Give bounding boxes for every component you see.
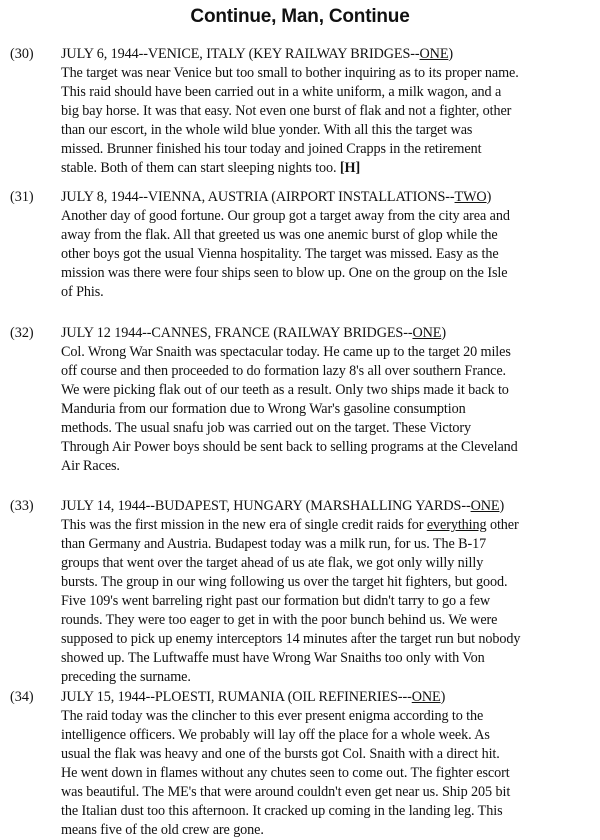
entry-line: supposed to pick up enemy interceptors 14 minutes after the target run but nobody (61, 631, 521, 647)
entry-number: (31) (10, 189, 34, 205)
entry-number: (34) (10, 689, 34, 705)
mission-count: TWO (454, 189, 487, 205)
entry-line: away from the flak. All that greeted us was one anemic burst of glop while the (61, 227, 498, 243)
entry-line: The raid today was the clincher to this ever present enigma according to the (61, 708, 484, 724)
entry-line: big bay horse. It was that easy. Not even one burst of flak and not a fighter, other (61, 103, 512, 119)
entry-body (61, 497, 593, 687)
entry-number: (30) (10, 46, 34, 62)
entry-line: This raid should have been carried out in a white uniform, a milk wagon, and a (61, 84, 502, 100)
entry-heading: JULY 14, 1944--BUDAPEST, HUNGARY (MARSHALLING YARDS--ONE) (61, 498, 505, 514)
entry-line: of Phis. (61, 284, 104, 300)
entry-line: than Germany and Austria. Budapest today was a milk run, for us. The B-17 (61, 536, 487, 552)
entry-heading: JULY 8, 1944--VIENNA, AUSTRIA (AIRPORT INSTALLATIONS--TWO) (61, 189, 492, 205)
entry-line: usual the flak was heavy and one of the bursts got Col. Snaith with a direct hit. (61, 746, 500, 762)
entry-body (61, 45, 593, 178)
entry-line: showed up. The Luftwaffe must have Wrong War Snaiths too only with Von (61, 650, 485, 666)
entry-line: mission was there were four ships seen to blow up. One on the group on the Isle (61, 265, 508, 281)
underlined-word: everything (426, 517, 487, 533)
entry-heading: JULY 15, 1944--PLOESTI, RUMANIA (OIL REFINERIES---ONE) (61, 689, 446, 705)
entry-line: bursts. The group in our wing following us over the target hit fighters, but good. (61, 574, 508, 590)
mission-count: ONE (411, 689, 441, 705)
entry-line: rounds. They were too eager to get in with the poor bunch behind us. We were (61, 612, 498, 628)
entry-line: Col. Wrong War Snaith was spectacular today. He came up to the target 20 miles (61, 344, 511, 360)
entry-line: Five 109's went barreling right past our formation but didn't tarry to go a few (61, 593, 491, 609)
entry-line: groups that went over the target ahead of us ate flak, we got only willy nilly (61, 555, 484, 571)
entry-body (61, 688, 593, 840)
entry-heading: JULY 6, 1944--VENICE, ITALY (KEY RAILWAY BRIDGES--ONE) (61, 46, 454, 62)
entry-line: preceding the surname. (61, 669, 191, 685)
entry-line: This was the first mission in the new era of single credit raids for everything other (61, 517, 519, 533)
entry-line: methods. The usual snafu job was carried out on the target. These Victory (61, 420, 472, 436)
mission-count: ONE (419, 46, 449, 62)
entry-line: missed. Brunner finished his tour today and joined Crapps in the retirement (61, 141, 482, 157)
entry-line: He went down in flames without any chutes seen to come out. The fighter escort (61, 765, 510, 781)
entry-line: was beautiful. The ME's that were around couldn't even get near us. Ship 205 bit (61, 784, 511, 800)
entry-line: We were picking flak out of our teeth as a result. Only two ships made it back to (61, 382, 509, 398)
mission-count: ONE (470, 498, 500, 514)
entry-line: Another day of good fortune. Our group got a target away from the city area and (61, 208, 510, 224)
entry-line: Manduria from our formation due to Wrong War's gasoline consumption (61, 401, 466, 417)
entry-line: than our escort, in the whole wild blue yonder. With all this the target was (61, 122, 473, 138)
entry-line: means five of the old crew are gone. (61, 822, 264, 838)
entry-line: intelligence officers. We probably will lay off the place for a whole week. As (61, 727, 490, 743)
entry-line: off course and then proceeded to do formation lazy 8's all over southern France. (61, 363, 506, 379)
entry-line: stable. Both of them can start sleeping nights too. [H] (61, 160, 361, 176)
entry-line: other boys got the usual Vienna hospitality. The target was missed. Easy as the (61, 246, 499, 262)
entry-note: [H] (339, 160, 361, 176)
entry-number: (33) (10, 498, 34, 514)
entry-heading: JULY 12 1944--CANNES, FRANCE (RAILWAY BRIDGES--ONE) (61, 325, 446, 341)
entry-line: Air Races. (61, 458, 120, 474)
mission-count: ONE (412, 325, 442, 341)
entry-body (61, 324, 593, 476)
entry-number: (32) (10, 325, 34, 341)
entry-line: the Italian dust too this afternoon. It cracked up coming in the landing leg. This (61, 803, 503, 819)
entry-body (61, 188, 593, 302)
entry-line: The target was near Venice but too small to bother inquiring as to its proper name. (61, 65, 519, 81)
entry-line: Through Air Power boys should be sent back to selling programs at the Cleveland (61, 439, 518, 455)
page-title: Continue, Man, Continue (190, 6, 410, 27)
